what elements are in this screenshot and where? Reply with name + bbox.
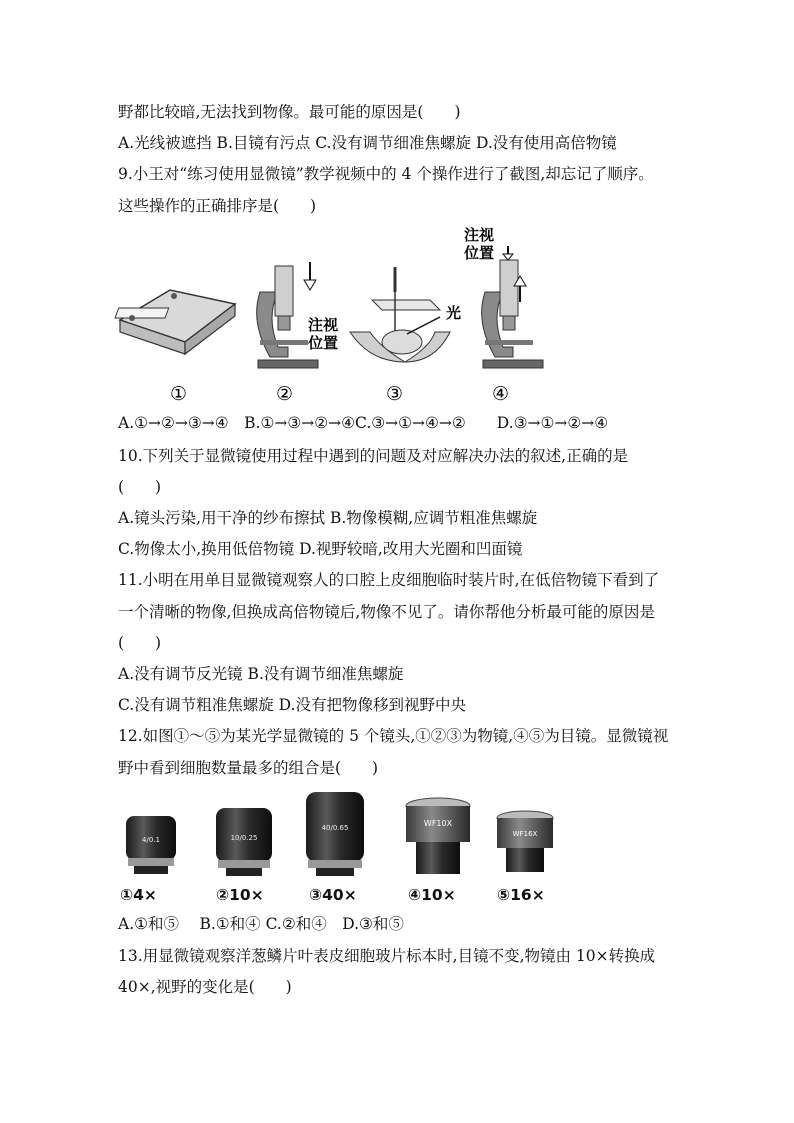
q8-stem-cont: 野都比较暗,无法找到物像。最可能的原因是( ): [118, 103, 461, 121]
q9-stem: 9.小王对“练习使用显微镜”教学视频中的 4 个操作进行了截图,却忘记了顺序。: [118, 165, 654, 183]
lens-figure: [118, 788, 578, 878]
microscope-raising-image: [482, 246, 543, 368]
mirror-adjust-image: [350, 267, 450, 362]
stage-topview-image: [115, 290, 235, 354]
svg-text:40/0.65: 40/0.65: [321, 824, 349, 832]
q11-stem-cont2: ( ): [118, 634, 162, 652]
op-number-3: ③: [386, 383, 404, 405]
q9-stem-cont: 这些操作的正确排序是( ): [118, 197, 317, 215]
lens-label-3: ③40×: [309, 886, 357, 904]
objective-4x-image: [126, 816, 176, 874]
q10-stem-cont: ( ): [118, 478, 162, 496]
eyepiece-10x-image: [406, 798, 470, 874]
q11-option-ab: A.没有调节反光镜 B.没有调节细准焦螺旋: [118, 665, 404, 683]
objective-10x-image: [216, 808, 272, 876]
q13-stem-cont: 40×,视野的变化是( ): [118, 978, 292, 996]
q10-option-ab: A.镜头污染,用干净的纱布擦拭 B.物像模糊,应调节粗准焦螺旋: [118, 509, 538, 527]
lens-label-4: ④10×: [408, 886, 456, 904]
svg-text:4/0.1: 4/0.1: [142, 836, 160, 844]
q12-stem-cont: 野中看到细胞数量最多的组合是( ): [118, 759, 379, 777]
operation-figure: [110, 222, 710, 412]
watch-position-label-4: 注视位置: [464, 226, 495, 262]
q10-stem: 10.下列关于显微镜使用过程中遇到的问题及对应解决办法的叙述,正确的是: [118, 447, 629, 465]
lens-label-5: ⑤16×: [497, 886, 545, 904]
op-number-4: ④: [492, 383, 510, 405]
microscope-lowering-image: [257, 262, 318, 368]
q11-stem-cont: 一个清晰的物像,但换成高倍物镜后,物像不见了。请你帮他分析最可能的原因是: [118, 603, 655, 621]
q13-stem: 13.用显微镜观察洋葱鳞片叶表皮细胞玻片标本时,目镜不变,物镜由 10×转换成: [118, 947, 656, 965]
q9-options: A.①→②→③→④ B.①→③→②→④C.③→①→④→② D.③→①→②→④: [118, 414, 609, 432]
eyepiece-16x-image: [497, 811, 553, 872]
objective-40x-image: [306, 792, 364, 876]
lens-label-2: ②10×: [216, 886, 264, 904]
lens-label-1: ①4×: [120, 886, 157, 904]
watch-position-label-2: 注视位置: [308, 316, 339, 352]
q11-stem: 11.小明在用单目显微镜观察人的口腔上皮细胞临时装片时,在低倍物镜下看到了: [118, 571, 660, 589]
q8-options: A.光线被遮挡 B.目镜有污点 C.没有调节细准焦螺旋 D.没有使用高倍物镜: [118, 134, 617, 152]
q11-option-cd: C.没有调节粗准焦螺旋 D.没有把物像移到视野中央: [118, 696, 466, 714]
svg-text:WF10X: WF10X: [423, 819, 453, 828]
svg-text:10/0.25: 10/0.25: [230, 834, 258, 842]
svg-text:WF16X: WF16X: [512, 830, 538, 838]
q10-option-cd: C.物像太小,换用低倍物镜 D.视野较暗,改用大光圈和凹面镜: [118, 540, 523, 558]
q12-options: A.①和⑤ B.①和④ C.②和④ D.③和⑤: [118, 915, 404, 933]
op-number-1: ①: [170, 383, 188, 405]
light-label: 光: [446, 304, 462, 322]
q12-stem: 12.如图①～⑤为某光学显微镜的 5 个镜头,①②③为物镜,④⑤为目镜。显微镜视: [118, 727, 669, 745]
op-number-2: ②: [276, 383, 294, 405]
